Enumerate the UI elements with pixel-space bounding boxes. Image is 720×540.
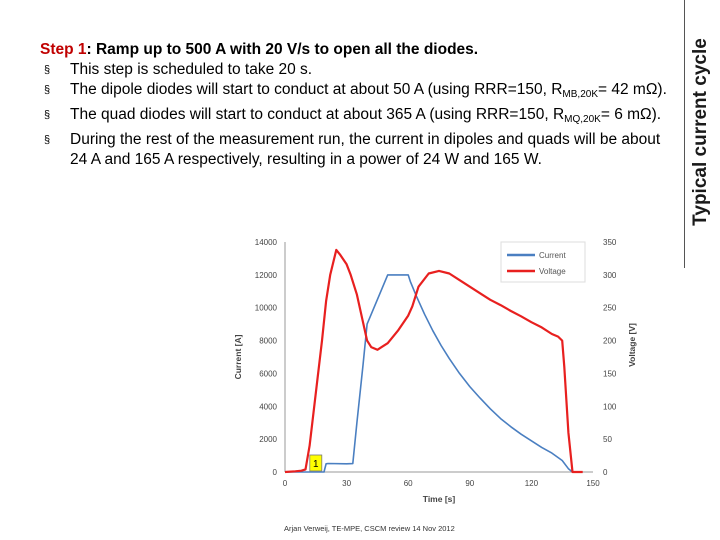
x-tick-label: 60 [403,479,413,488]
x-tick-label: 0 [282,479,288,488]
legend-box [501,242,585,282]
bullet-marker: § [44,134,51,146]
bullet-item [40,60,680,80]
bullet-text-end: = 42 mΩ). [598,81,667,98]
bullet-text: The dipole diodes will start to conduct at about 50 A (using RRR=150, R [70,81,563,98]
y-tick-label: 0 [272,468,277,477]
annotation-label: 1 [313,459,319,470]
y2-tick-label: 0 [603,468,608,477]
bullet-item [40,130,680,170]
y2-tick-label: 350 [603,238,617,247]
current-voltage-chart [225,228,635,518]
bullet-list [40,60,680,170]
side-title-area [683,0,720,270]
bullet-marker: § [44,109,51,121]
y-tick-label: 4000 [259,402,277,412]
bullet-text-end: = 6 mΩ). [600,106,662,123]
bullet-item [40,105,680,130]
y2-axis-label: Voltage [V] [627,323,637,367]
step-label: Step 1 [40,41,87,58]
x-tick-label: 150 [586,479,600,488]
y2-tick-label: 300 [603,270,617,280]
y-tick-label: 2000 [259,435,277,445]
bullet-marker: § [44,64,51,76]
x-axis-label: Time [s] [422,494,456,504]
bullet-text: This step is scheduled to take 20 s. [70,61,313,78]
bullet-marker: § [44,84,51,96]
y-tick-label: 12000 [254,270,277,280]
legend-label-voltage: Voltage [539,267,566,276]
bullet-subscript: MQ,20K [564,114,601,125]
series-line-current [285,275,573,472]
legend-label-current: Current [539,251,566,260]
y2-tick-label: 100 [603,402,617,412]
bullet-item [40,80,680,105]
y-axis-label: Current [A] [233,334,243,380]
bullet-subscript: MB,20K [562,89,598,100]
bullet-text: The quad diodes will start to conduct at about 365 A (using RRR=150, R [70,106,565,123]
bullet-text: During the rest of the measurement run, the current in dipoles and quads will be about 24 A and 165 A respectively, resulting in a power of 24 W and 165 W. [70,131,661,168]
footer-credit: Arjan Verweij, TE-MPE, CSCM review 14 Nov 2012 [284,524,455,533]
x-tick-label: 120 [524,479,539,488]
series-line-voltage [285,250,583,472]
y-tick-label: 10000 [254,303,277,313]
step-text: : Ramp up to 500 A with 20 V/s to open all the diodes. [86,41,479,58]
y2-tick-label: 250 [603,303,617,313]
x-tick-label: 90 [465,479,475,488]
x-tick-label: 30 [342,479,352,488]
y2-tick-label: 200 [603,336,617,346]
y2-tick-label: 150 [603,369,617,379]
y-tick-label: 6000 [259,369,277,379]
step-heading [40,40,680,60]
y-tick-label: 14000 [254,238,277,247]
slide-content [40,40,680,170]
slide-title: Typical current cycle [690,38,711,226]
y2-tick-label: 50 [603,435,612,445]
y-tick-label: 8000 [259,336,277,346]
title-divider [684,0,685,268]
